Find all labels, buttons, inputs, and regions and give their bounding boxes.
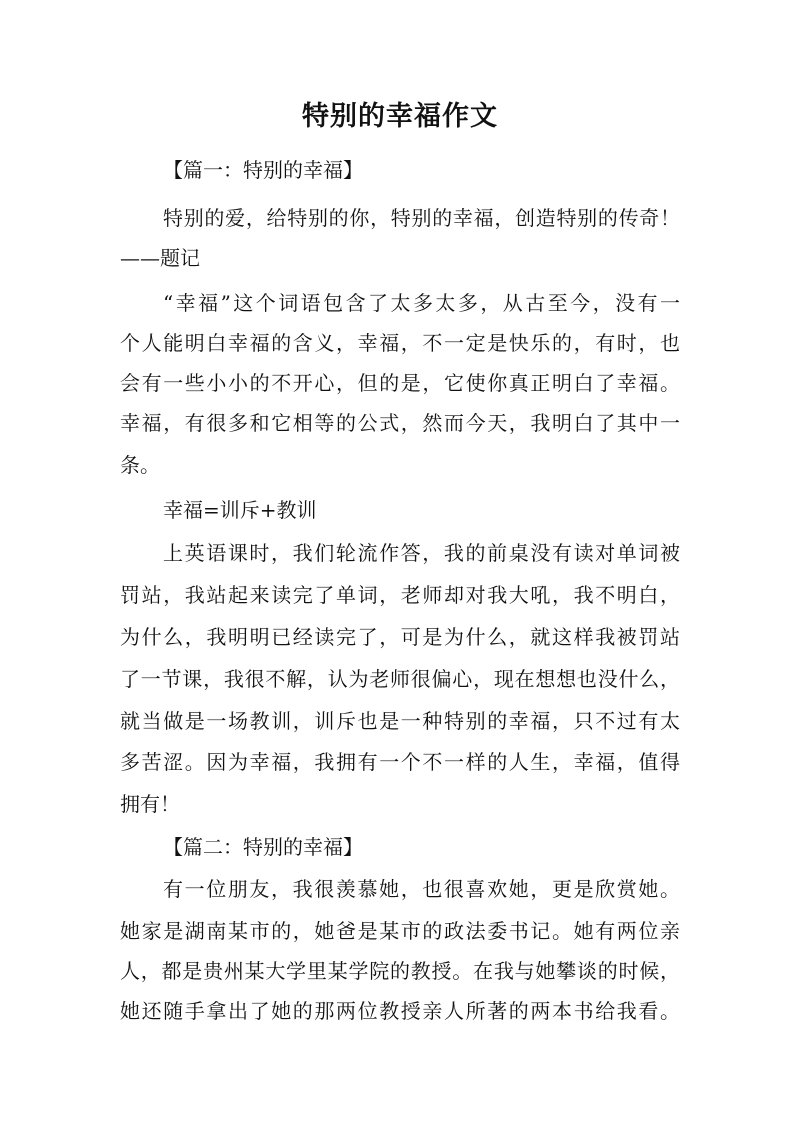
paragraph-line: 就当做是一场教训，训斥也是一种特别的幸福，只不过有太 (120, 709, 680, 733)
paragraph-line: “幸福”这个词语包含了太多太多，从古至今，没有一 (163, 291, 680, 315)
section-heading-2: 【篇二：特别的幸福】 (163, 835, 363, 859)
paragraph-line: 了一节课，我很不解，认为老师很偏心，现在想想也没什么， (120, 667, 680, 691)
paragraph-line: 幸福，有很多和它相等的公式，然而今天，我明白了其中一 (120, 411, 680, 435)
paragraph-line: 为什么，我明明已经读完了，可是为什么，就这样我被罚站 (120, 625, 680, 649)
formula-line: 幸福=训斥+教训 (163, 498, 317, 522)
paragraph-line: 人，都是贵州某大学里某学院的教授。在我与她攀谈的时候， (120, 959, 680, 983)
section-heading-1: 【篇一：特别的幸福】 (163, 158, 363, 182)
paragraph-line: 罚站，我站起来读完了单词，老师却对我大吼，我不明白， (120, 583, 680, 607)
paragraph-line: 个人能明白幸福的含义，幸福，不一定是快乐的，有时，也 (120, 331, 680, 355)
paragraph-line: 她还随手拿出了她的那两位教授亲人所著的两本书给我看。 (120, 999, 680, 1023)
paragraph-line: 她家是湖南某市的，她爸是某市的政法委书记。她有两位亲 (120, 919, 680, 943)
paragraph-line: 条。 (120, 453, 160, 477)
document-title: 特别的幸福作文 (302, 101, 498, 132)
paragraph-line: 会有一些小小的不开心，但的是，它使你真正明白了幸福。 (120, 371, 680, 395)
paragraph-line: 上英语课时，我们轮流作答，我的前桌没有读对单词被 (163, 541, 680, 565)
paragraph-line: 拥有！ (120, 792, 180, 816)
paragraph-line: 有一位朋友，我很羡慕她，也很喜欢她，更是欣赏她。 (163, 877, 680, 901)
paragraph-line: 多苦涩。因为幸福，我拥有一个不一样的人生，幸福，值得 (120, 750, 680, 774)
paragraph-line: 特别的爱，给特别的你，特别的幸福，创造特别的传奇！ (163, 206, 680, 230)
paragraph-line: ——题记 (120, 246, 200, 270)
